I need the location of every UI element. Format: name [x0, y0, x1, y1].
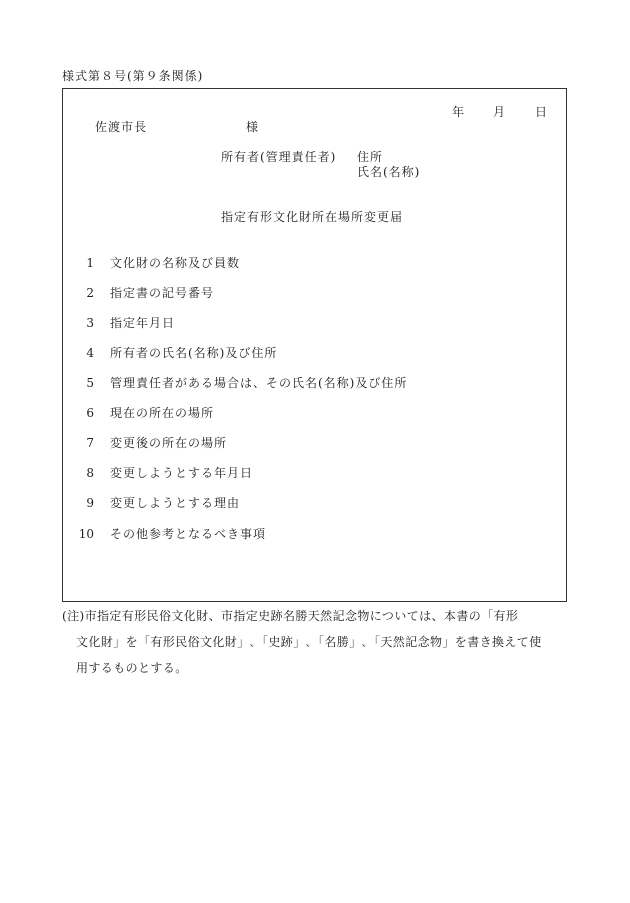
item-text: 変更しようとする年月日	[110, 466, 254, 480]
item-text: 変更しようとする理由	[110, 496, 241, 510]
item-number: 1	[86, 256, 94, 270]
item-text: 文化財の名称及び員数	[110, 256, 241, 270]
item-number: 2	[86, 286, 94, 300]
owner-name-label: 氏名(名称)	[357, 165, 421, 179]
item-text: 管理責任者がある場合は、その氏名(名称)及び住所	[110, 376, 408, 390]
item-text: 現在の所在の場所	[110, 406, 215, 420]
item-text: 指定書の記号番号	[110, 286, 215, 300]
addressee-title: 佐渡市長	[95, 120, 148, 134]
addressee-honorific: 様	[246, 120, 260, 134]
item-text: 指定年月日	[110, 316, 176, 330]
document-title: 指定有形文化財所在場所変更届	[221, 210, 404, 224]
item-number: 3	[86, 316, 94, 330]
date-day-label: 日	[535, 105, 549, 119]
date-month-label: 月	[493, 105, 507, 119]
form-number: 様式第８号(第９条関係)	[62, 69, 204, 83]
footnote-line-3: 用するものとする。	[76, 661, 188, 675]
owner-address-label: 住所	[357, 150, 384, 164]
item-text: 所有者の氏名(名称)及び住所	[110, 346, 278, 360]
owner-label: 所有者(管理責任者)	[221, 150, 337, 164]
item-number: 5	[86, 376, 94, 390]
item-number: 8	[86, 466, 94, 480]
item-number: 10	[78, 527, 94, 541]
footnote-line-1: (注)市指定有形民俗文化財、市指定史跡名勝天然記念物については、本書の「有形	[62, 609, 519, 623]
item-text: その他参考となるべき事項	[110, 527, 267, 541]
item-number: 7	[86, 436, 94, 450]
item-text: 変更後の所在の場所	[110, 436, 228, 450]
date-year-label: 年	[452, 105, 466, 119]
item-number: 4	[86, 346, 94, 360]
item-number: 6	[86, 406, 94, 420]
footnote-line-2: 文化財」を「有形民俗文化財」､「史跡」､「名勝」､「天然記念物」を書き換えて使	[76, 635, 542, 649]
item-number: 9	[86, 496, 94, 510]
